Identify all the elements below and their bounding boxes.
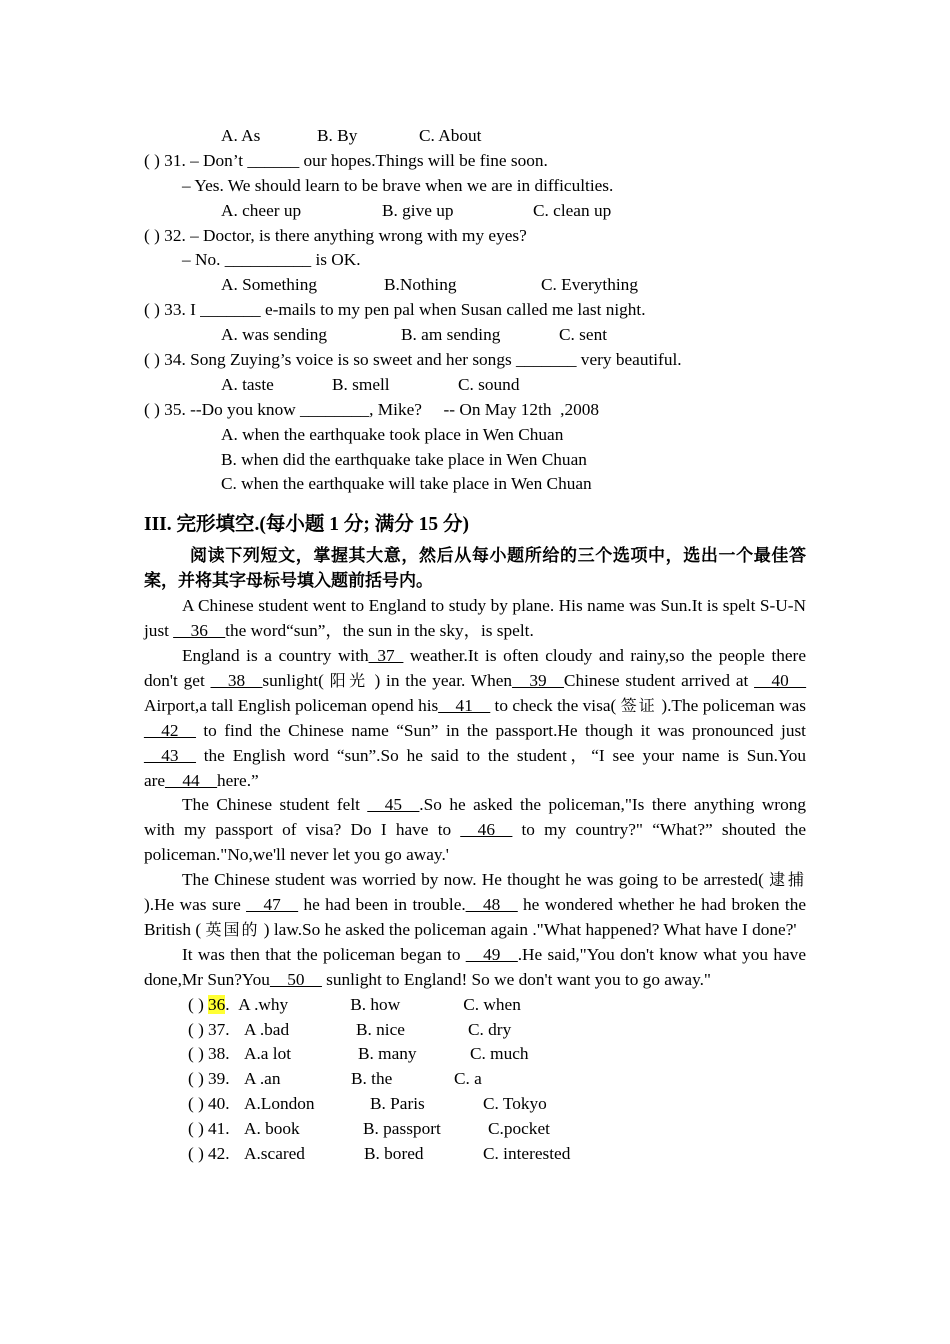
passage-paragraph-4: The Chinese student was worried by now. He thought he was going to be arrested( 逮捕 ).He was sure __47__ he had been in trouble.__48__ he wondered whether he had broken the British ( 英国的 ) law.So he asked the policeman again ."What happened? What have I done?' bbox=[144, 870, 807, 939]
question-32 bbox=[144, 224, 806, 249]
blank-36: __36__ bbox=[173, 621, 226, 641]
option-c: C. dry bbox=[468, 1019, 512, 1039]
option-b: B. many bbox=[358, 1044, 417, 1064]
answer-paren: ( ) bbox=[144, 150, 160, 170]
section-heading: III. 完形填空.(每小题 1 分; 满分 15 分) bbox=[144, 514, 469, 536]
option-a: A. taste bbox=[221, 374, 274, 394]
option-b: B. Paris bbox=[370, 1094, 425, 1114]
question-number: 41. bbox=[208, 1119, 230, 1139]
question-stem: 35. --Do you know ________, Mike? -- On May 12th ,2008 bbox=[164, 399, 600, 419]
q31-options bbox=[144, 199, 806, 224]
option-a: A.London bbox=[244, 1094, 315, 1114]
blank-42: __42__ bbox=[144, 720, 196, 740]
option-c: C. when bbox=[463, 994, 521, 1014]
option-a: A .why bbox=[238, 994, 289, 1014]
chinese-gloss: 签证 bbox=[620, 695, 657, 715]
option-c: C.pocket bbox=[488, 1119, 550, 1139]
chinese-gloss: 英国的 bbox=[205, 919, 260, 939]
option-c: C. sent bbox=[559, 325, 608, 345]
chinese-gloss: 阳光 bbox=[329, 670, 369, 690]
question-stem: 33. I _______ e-mails to my pen pal when Susan called me last night. bbox=[164, 300, 646, 320]
question-35 bbox=[144, 398, 806, 423]
cloze-question-41 bbox=[144, 1117, 806, 1142]
question-stem: 34. Song Zuying’s voice is so sweet and her songs _______ very beautiful. bbox=[164, 350, 682, 370]
blank-47: __47__ bbox=[246, 895, 299, 915]
blank-43: __43__ bbox=[144, 745, 196, 765]
option-c: C. much bbox=[470, 1044, 529, 1064]
blank-44: __44__ bbox=[165, 770, 217, 790]
option-c: C. interested bbox=[483, 1144, 571, 1164]
q34-options bbox=[144, 373, 806, 398]
passage-paragraph-3: The Chinese student felt __45__.So he asked the policeman,"Is there anything wrong with my passport of visa? Do I have to __46__ to my country?" “What?” shouted the policeman."No,we'll never let you go away.' bbox=[144, 795, 806, 865]
cloze-question-36: ( ) 36. A .why B. how C. when bbox=[144, 993, 806, 1018]
answer-paren: ( ) bbox=[144, 225, 160, 245]
passage-paragraph-5: It was then that the policeman began to __49__.He said,"You don't know what you have done,Mr Sun?You__50__ sunlight to England! So we don't want you to go away." bbox=[144, 944, 806, 989]
chinese-gloss: 逮捕 bbox=[769, 870, 806, 890]
option-b: B. passport bbox=[363, 1119, 441, 1139]
question-33 bbox=[144, 298, 806, 323]
question-number: 37. bbox=[208, 1019, 230, 1039]
question-number: 36 bbox=[208, 994, 226, 1014]
option-b: B.Nothing bbox=[384, 275, 457, 295]
q32-options bbox=[144, 273, 806, 298]
option-a: A. cheer up bbox=[221, 200, 302, 220]
option-a: A. Something bbox=[221, 275, 318, 295]
answer-paren: ( ) bbox=[188, 1019, 204, 1039]
option-c: C. Tokyo bbox=[483, 1094, 547, 1114]
question-31-reply: – Yes. We should learn to be brave when we are in difficulties. bbox=[182, 175, 614, 195]
cloze-question-37 bbox=[144, 1018, 806, 1043]
answer-paren: ( ) bbox=[188, 1094, 204, 1114]
question-number: 39. bbox=[208, 1069, 230, 1089]
blank-41: __41__ bbox=[438, 695, 491, 715]
option-b: B. nice bbox=[356, 1019, 405, 1039]
question-number: 40. bbox=[208, 1094, 230, 1114]
answer-paren: ( ) bbox=[144, 300, 160, 320]
answer-paren: ( ) bbox=[188, 1069, 204, 1089]
option-a: A.a lot bbox=[244, 1044, 292, 1064]
question-number: 38. bbox=[208, 1044, 230, 1064]
blank-50: __50__ bbox=[269, 969, 322, 989]
question-32-reply: – No. __________ is OK. bbox=[182, 250, 361, 270]
blank-40: __40__ bbox=[754, 670, 806, 690]
blank-39: __39__ bbox=[512, 670, 564, 690]
passage-paragraph-2: England is a country with_37_ weather.It is often cloudy and rainy,so the people there don't get __38__sunlight( 阳光 ) in the year. When__39__Chinese student arrived at __40__ Airport,a tall English policeman opend his__41__ to check the visa( 签证 ).The policeman was __42__ to find the Chinese name “Sun” in the passport.He though it was pronounced just __43__ the English word “sun”.So he said to the student，“I see your name is Sun.You are__44__here.” bbox=[144, 645, 806, 790]
option-b: B. By bbox=[317, 126, 358, 145]
question-stem: 32. – Doctor, is there anything wrong with my eyes? bbox=[164, 225, 527, 245]
exam-page bbox=[144, 124, 806, 1167]
option-c: C. sound bbox=[458, 374, 520, 394]
blank-48: __48__ bbox=[465, 895, 518, 915]
answer-paren: ( ) bbox=[144, 399, 160, 419]
option-b: B. give up bbox=[382, 200, 454, 220]
answer-paren: ( ) bbox=[188, 1119, 204, 1139]
answer-paren: ( ) bbox=[188, 1044, 204, 1064]
cloze-question-40 bbox=[144, 1092, 806, 1117]
blank-38: __38__ bbox=[210, 670, 263, 690]
option-c: C. About bbox=[419, 126, 482, 145]
question-31 bbox=[144, 149, 806, 174]
cloze-question-38 bbox=[144, 1042, 806, 1067]
answer-paren: ( ) bbox=[188, 994, 204, 1014]
option-b: B. am sending bbox=[401, 325, 501, 345]
q30-options bbox=[144, 124, 806, 149]
option-b: B. how bbox=[350, 994, 401, 1014]
option-a: A .an bbox=[244, 1069, 281, 1089]
option-c: C. clean up bbox=[533, 200, 612, 220]
section-instruction: 阅读下列短文，掌握其大意，然后从每小题所给的三个选项中，选出一个最佳答案，并将其字母标号填入题前括号内。 bbox=[144, 546, 806, 591]
option-a: A. when the earthquake took place in Wen Chuan bbox=[221, 424, 564, 444]
option-a: A. was sending bbox=[221, 325, 328, 345]
cloze-question-42 bbox=[144, 1142, 806, 1167]
option-a: A.scared bbox=[244, 1144, 305, 1164]
option-a: A. As bbox=[221, 126, 261, 145]
question-stem: 31. – Don’t ______ our hopes.Things will be fine soon. bbox=[164, 150, 548, 170]
option-c: C. when the earthquake will take place in Wen Chuan bbox=[221, 474, 592, 494]
q33-options bbox=[144, 323, 806, 348]
question-number: 42. bbox=[208, 1144, 230, 1164]
blank-49: __49__ bbox=[465, 944, 518, 964]
option-b: B. when did the earthquake take place in Wen Chuan bbox=[221, 449, 587, 469]
option-b: B. the bbox=[351, 1069, 393, 1089]
blank-46: __46__ bbox=[460, 820, 513, 840]
question-34 bbox=[144, 348, 806, 373]
answer-paren: ( ) bbox=[188, 1144, 204, 1164]
blank-37: _37_ bbox=[368, 645, 404, 665]
option-a: A .bad bbox=[244, 1019, 290, 1039]
option-c: C. Everything bbox=[541, 275, 638, 295]
option-a: A. book bbox=[244, 1119, 300, 1139]
option-c: C. a bbox=[454, 1069, 482, 1089]
passage-paragraph-1: A Chinese student went to England to study by plane. His name was Sun.It is spelt S-U-N just __36__the word“sun”，the sun in the sky，is spelt. bbox=[144, 596, 806, 641]
option-b: B. smell bbox=[332, 374, 390, 394]
cloze-question-39 bbox=[144, 1067, 806, 1092]
answer-paren: ( ) bbox=[144, 350, 160, 370]
blank-45: __45__ bbox=[367, 795, 420, 815]
option-b: B. bored bbox=[364, 1144, 424, 1164]
